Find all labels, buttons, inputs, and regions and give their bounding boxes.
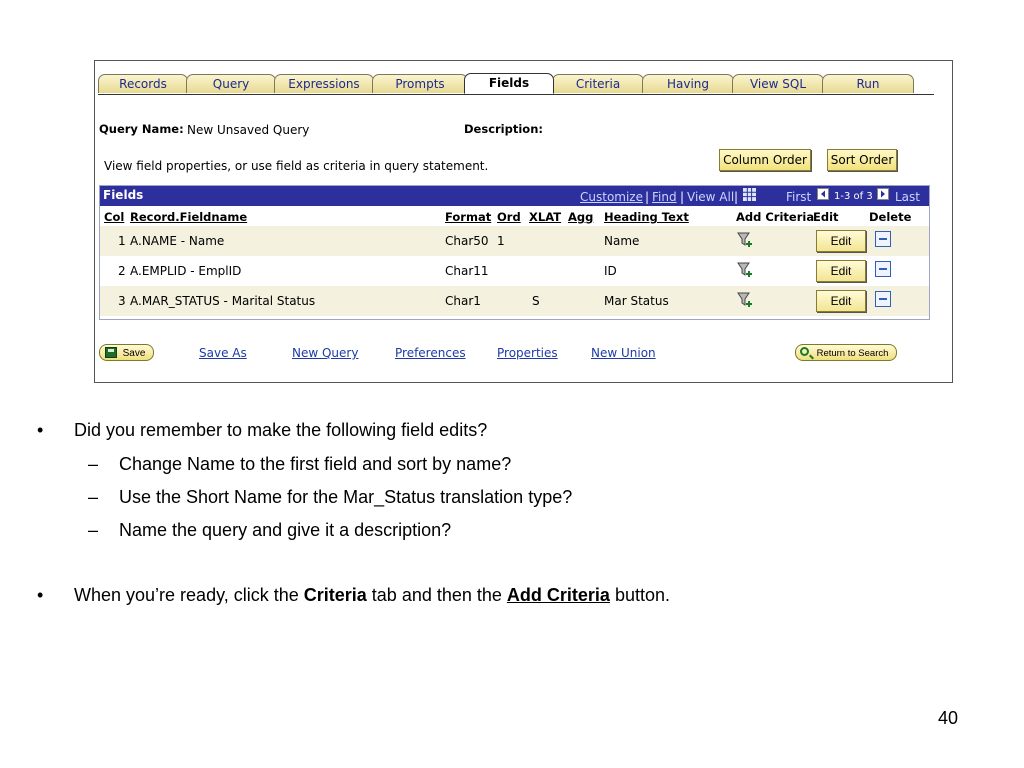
col-header-fieldname[interactable]: Record.Fieldname <box>130 210 248 224</box>
last-link[interactable]: Last <box>895 190 920 204</box>
save-as-link[interactable]: Save As <box>199 346 247 360</box>
tab-having[interactable]: Having <box>642 74 734 93</box>
row-col: 1 <box>118 234 126 248</box>
search-icon <box>800 347 809 356</box>
next-arrow-icon[interactable] <box>877 188 889 203</box>
edit-button[interactable]: Edit <box>816 290 866 312</box>
properties-link[interactable]: Properties <box>497 346 558 360</box>
new-union-link[interactable]: New Union <box>591 346 656 360</box>
row-format: Char50 <box>445 234 489 248</box>
dash-glyph: – <box>88 487 99 507</box>
delete-minus-icon[interactable] <box>875 291 891 307</box>
bullet-when-ready <box>74 585 670 606</box>
col-header-heading[interactable]: Heading Text <box>604 210 689 224</box>
criteria-emphasis: Criteria <box>303 585 367 605</box>
view-all-link[interactable]: View All <box>687 190 735 204</box>
row-heading: Name <box>604 234 640 248</box>
col-header-edit: Edit <box>813 210 839 224</box>
new-query-link[interactable]: New Query <box>292 346 359 360</box>
tab-query[interactable]: Query <box>186 74 276 93</box>
fields-grid <box>99 185 930 320</box>
query-name-value: New Unsaved Query <box>187 123 310 137</box>
grid-title: Fields <box>103 188 144 202</box>
col-header-format[interactable]: Format <box>445 210 492 224</box>
customize-link[interactable]: Customize <box>580 190 643 204</box>
sort-order-button[interactable]: Sort Order <box>827 149 897 171</box>
grid-header <box>100 186 929 206</box>
add-criteria-emphasis: Add Criteria <box>506 585 610 605</box>
page-number: 40 <box>938 708 959 728</box>
delete-minus-icon[interactable] <box>875 261 891 277</box>
row-format: Char11 <box>445 264 489 278</box>
prev-arrow-icon[interactable] <box>817 188 829 203</box>
bullet-text: When you’re ready, click the <box>74 585 304 605</box>
dash-glyph: – <box>88 520 99 540</box>
bottom-toolbar <box>95 344 950 364</box>
grid-view-icon[interactable] <box>743 188 756 204</box>
description-label: Description: <box>464 122 543 136</box>
col-header-ord[interactable]: Ord <box>497 210 521 224</box>
save-button[interactable] <box>99 344 154 361</box>
row-xlat: S <box>532 294 540 308</box>
column-order-button[interactable]: Column Order <box>719 149 811 171</box>
row-heading: ID <box>604 264 617 278</box>
bullet-glyph: • <box>37 420 44 440</box>
preferences-link[interactable]: Preferences <box>395 346 466 360</box>
bullet-text: button. <box>609 585 670 605</box>
floppy-disk-icon <box>105 347 117 358</box>
col-header-agg[interactable]: Agg <box>568 210 594 224</box>
separator: | <box>645 190 650 204</box>
return-to-search-button[interactable] <box>795 344 897 361</box>
delete-minus-icon[interactable] <box>875 231 891 247</box>
query-manager-screenshot <box>94 60 953 383</box>
row-format: Char1 <box>445 294 481 308</box>
save-label: Save <box>122 348 146 359</box>
bullet-text: tab and then the <box>366 585 507 605</box>
separator: | <box>680 190 685 204</box>
instructions-text: View field properties, or use field as criteria in query statement. <box>104 159 489 173</box>
bullet-remember: Did you remember to make the following field edits? <box>74 420 488 440</box>
separator: | <box>734 190 739 204</box>
dash-glyph: – <box>88 454 99 474</box>
tab-view-sql[interactable]: View SQL <box>732 74 824 93</box>
add-criteria-funnel-icon[interactable] <box>737 232 753 248</box>
row-fieldname: A.NAME - Name <box>130 234 225 248</box>
row-col: 2 <box>118 264 126 278</box>
tab-fields[interactable]: Fields <box>464 73 554 94</box>
find-link[interactable]: Find <box>652 190 677 204</box>
sub-bullet-name-query: Name the query and give it a description? <box>119 520 452 540</box>
tab-expressions[interactable]: Expressions <box>274 74 374 93</box>
row-ord: 1 <box>497 234 505 248</box>
return-label: Return to Search <box>816 348 889 359</box>
tab-records[interactable]: Records <box>98 74 188 93</box>
row-range: 1-3 of 3 <box>834 191 873 202</box>
row-fieldname: A.MAR_STATUS - Marital Status <box>130 294 316 308</box>
tab-criteria[interactable]: Criteria <box>552 74 644 93</box>
row-fieldname: A.EMPLID - EmplID <box>130 264 242 278</box>
col-header-col[interactable]: Col <box>104 210 125 224</box>
tab-run[interactable]: Run <box>822 74 914 93</box>
table-row <box>100 226 929 256</box>
sub-bullet-short-name: Use the Short Name for the Mar_Status translation type? <box>119 487 573 507</box>
edit-button[interactable]: Edit <box>816 260 866 282</box>
table-row <box>100 286 929 316</box>
add-criteria-funnel-icon[interactable] <box>737 262 753 278</box>
row-col: 3 <box>118 294 126 308</box>
tab-prompts[interactable]: Prompts <box>372 74 468 93</box>
col-header-add-criteria: Add Criteria <box>736 210 815 224</box>
col-header-xlat[interactable]: XLAT <box>529 210 562 224</box>
col-header-delete: Delete <box>869 210 912 224</box>
edit-button[interactable]: Edit <box>816 230 866 252</box>
row-heading: Mar Status <box>604 294 669 308</box>
query-name-label: Query Name: <box>99 122 184 136</box>
table-row <box>100 256 929 286</box>
tab-bar <box>98 73 934 95</box>
add-criteria-funnel-icon[interactable] <box>737 292 753 308</box>
first-link[interactable]: First <box>786 190 812 204</box>
bullet-glyph: • <box>37 585 44 605</box>
sub-bullet-name-first: Change Name to the first field and sort by name? <box>119 454 512 474</box>
